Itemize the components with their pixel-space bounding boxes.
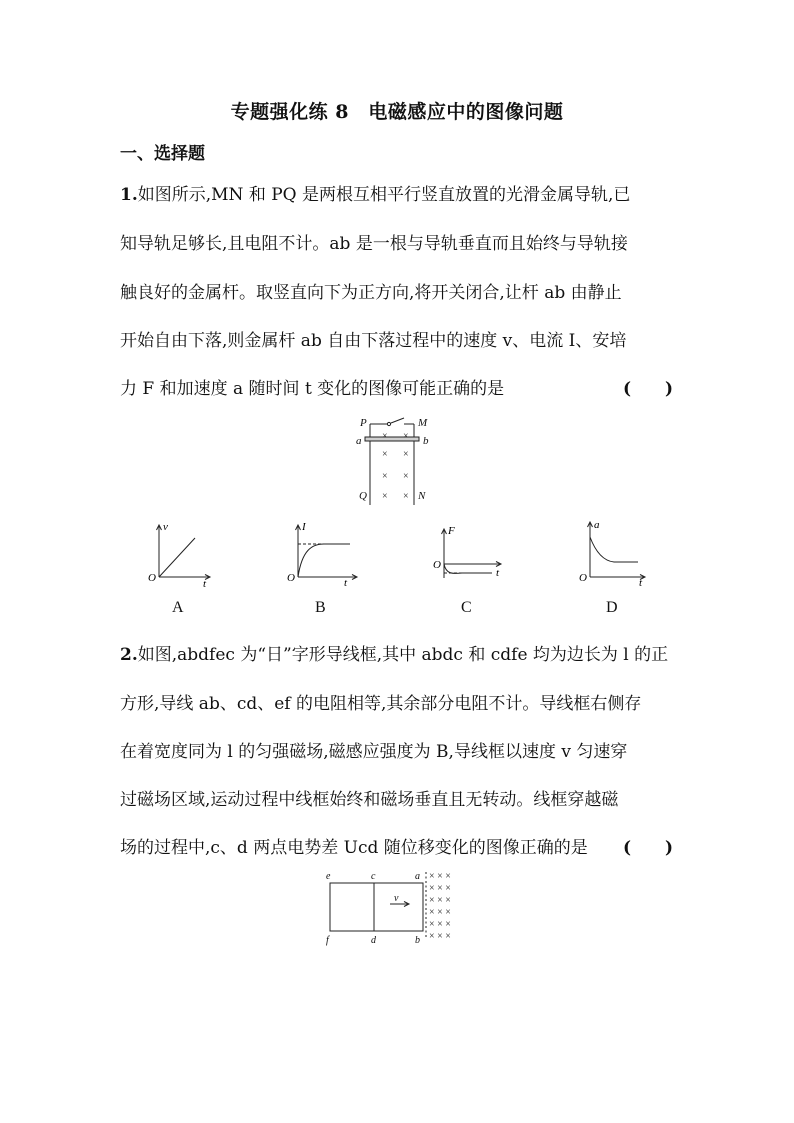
q2-answer-bracket: ( ) (623, 838, 674, 858)
label-N: N (418, 490, 426, 502)
field-x-mark: × (403, 491, 409, 502)
field-x-mark: × (403, 471, 409, 482)
q2-line-5: 场的过程中,c、d 两点电势差 Ucd 随位移变化的图像正确的是 (120, 838, 588, 858)
option-c-label: C (461, 599, 472, 616)
graph-a-origin: O (148, 572, 156, 584)
label-b: b (423, 435, 429, 447)
page-title: 专题强化练 8 电磁感应中的图像问题 (230, 101, 564, 123)
graph-b-origin: O (287, 572, 295, 584)
label-f: f (326, 935, 329, 946)
label-d: d (371, 935, 376, 946)
q2-line-1 (120, 640, 668, 665)
graph-d-origin: O (579, 572, 587, 584)
q2-line-2: 方形,导线 ab、cd、ef 的电阻相等,其余部分电阻不计。导线框右侧存 (120, 694, 642, 714)
graph-c-xlabel: t (496, 567, 500, 579)
q2-number: 2. (120, 645, 138, 665)
field-x-mark: × × × (429, 907, 451, 918)
field-x-mark: × (382, 449, 388, 460)
field-x-mark: × × × (429, 931, 451, 942)
label-a: a (415, 871, 420, 882)
graph-option-c (430, 524, 508, 590)
option-b-label: B (315, 599, 326, 616)
graph-a-ylabel: v (163, 521, 168, 533)
label-b: b (415, 935, 420, 946)
q1-line-2: 知导轨足够长,且电阻不计。ab 是一根与导轨垂直而且始终与导轨接 (120, 234, 628, 254)
q2-text-1: 如图,abdfec 为“日”字形导线框,其中 abdc 和 cdfe 均为边长为 l 的正 (137, 645, 669, 665)
q1-answer-bracket: ( ) (623, 379, 674, 399)
q1-line-5: 力 F 和加速度 a 随时间 t 变化的图像可能正确的是 (120, 379, 505, 399)
label-v: v (394, 893, 399, 904)
graph-c-origin: O (433, 559, 441, 571)
field-x-mark: × × × (429, 895, 451, 906)
q1-text-1: 如图所示,MN 和 PQ 是两根互相平行竖直放置的光滑金属导轨,已 (137, 185, 631, 205)
field-x-mark: × × × (429, 919, 451, 930)
q1-line-1 (120, 180, 630, 205)
field-x-mark: × (382, 491, 388, 502)
graph-a-xlabel: t (203, 578, 207, 588)
q1-line-4: 开始自由下落,则金属杆 ab 自由下落过程中的速度 v、电流 I、安培 (120, 331, 627, 351)
field-x-mark: × (403, 449, 409, 460)
graph-d-ylabel: a (594, 519, 600, 531)
q2-line-3: 在着宽度同为 l 的匀强磁场,磁感应强度为 B,导线框以速度 v 匀速穿 (120, 742, 628, 762)
q2-line-4: 过磁场区域,运动过程中线框始终和磁场垂直且无转动。线框穿越磁 (120, 790, 619, 810)
q2-frame-diagram (322, 868, 472, 948)
field-x-mark: × (382, 471, 388, 482)
graph-b-xlabel: t (344, 577, 348, 588)
graph-option-d (576, 517, 650, 587)
graph-d-xlabel: t (639, 577, 643, 587)
field-x-mark: × × × (429, 871, 451, 882)
label-e: e (326, 871, 331, 882)
section-heading: 一、选择题 (120, 144, 205, 164)
label-a: a (356, 435, 362, 447)
field-x-mark: × (382, 431, 388, 442)
graph-b-ylabel: I (302, 521, 306, 533)
option-d-label: D (606, 599, 618, 616)
label-c: c (371, 871, 376, 882)
field-x-mark: × × × (429, 883, 451, 894)
label-Q: Q (359, 490, 367, 502)
field-x-mark: × (403, 431, 409, 442)
graph-option-a (145, 520, 215, 588)
q1-rail-diagram (352, 410, 442, 510)
graph-option-b (284, 520, 362, 588)
graph-c-ylabel: F (448, 525, 455, 537)
option-a-label: A (172, 599, 184, 616)
label-P: P (360, 417, 367, 429)
q1-line-3: 触良好的金属杆。取竖直向下为正方向,将开关闭合,让杆 ab 由静止 (120, 283, 622, 303)
label-M: M (418, 417, 428, 429)
q1-number: 1. (120, 185, 138, 205)
